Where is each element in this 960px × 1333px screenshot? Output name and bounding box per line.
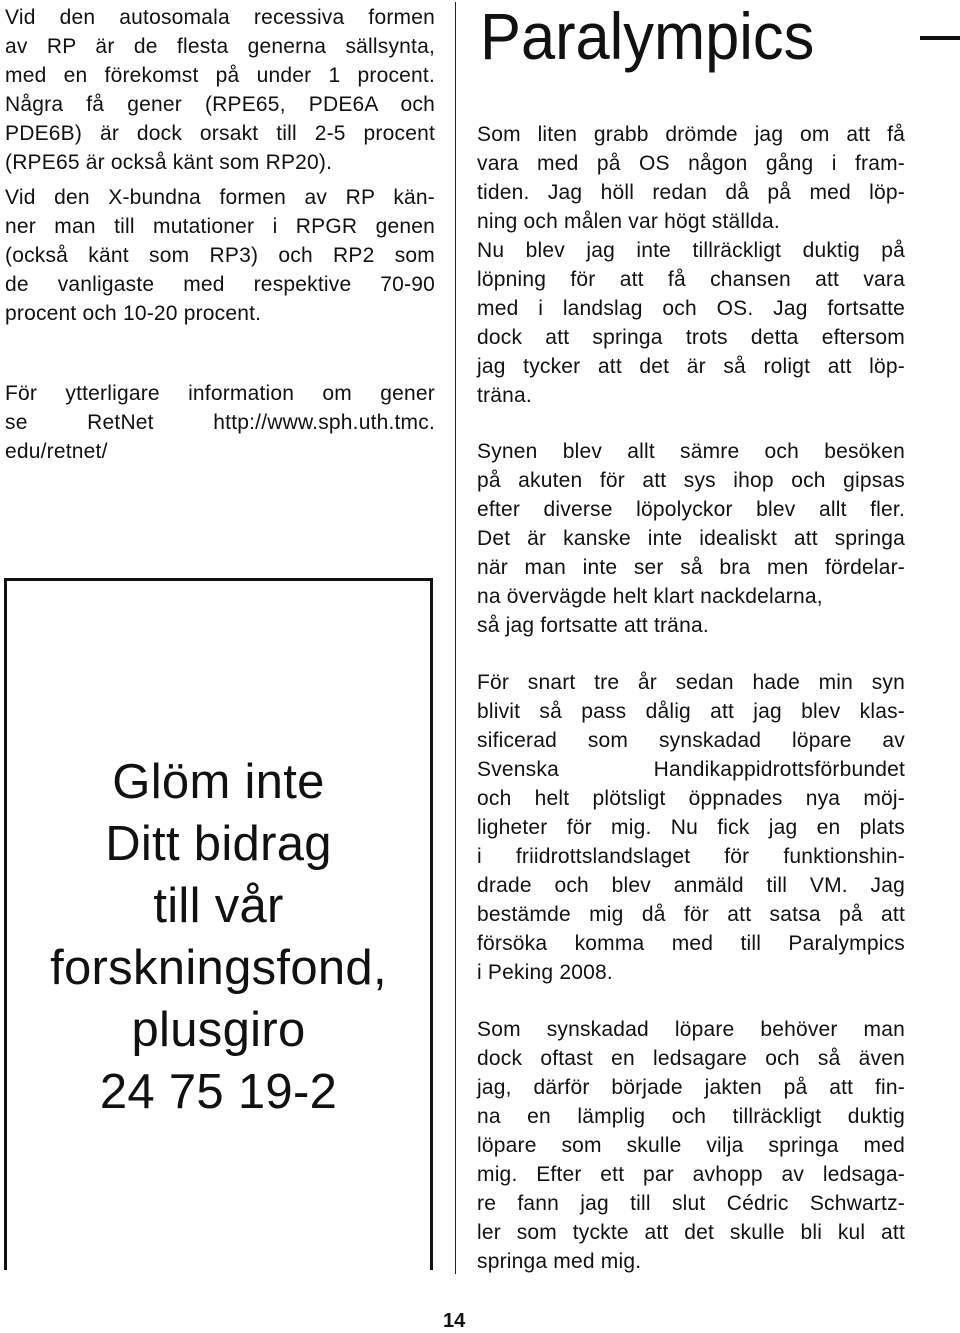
text-line: bestämde mig då för att satsa på att xyxy=(477,903,905,926)
text-line: Som liten grabb drömde jag om att få xyxy=(477,123,905,146)
donation-notice-text xyxy=(7,751,430,1123)
text-line: jag, därför började jakten på att fin- xyxy=(477,1076,905,1099)
page-number: 14 xyxy=(443,1310,466,1332)
text-line: Det är kanske inte idealiskt att springa xyxy=(477,527,905,550)
text-line: dock att springa trots detta eftersom xyxy=(477,326,905,349)
text-line: Vid den autosomala recessiva formen xyxy=(5,6,435,29)
article-paragraph xyxy=(477,120,905,410)
article-paragraph xyxy=(477,1015,905,1276)
text-line: löpning för att få chansen att vara xyxy=(477,268,905,291)
text-line: procent och 10-20 procent. xyxy=(5,302,262,325)
rp-x-linked-paragraph xyxy=(5,183,435,328)
retnet-info-paragraph xyxy=(5,379,435,466)
text-line: För ytterligare information om gener xyxy=(5,382,435,405)
rp-autosomal-paragraph xyxy=(5,3,435,177)
text-line: med i landslag och OS. Jag fortsatte xyxy=(477,297,905,320)
text-line: blivit så pass dålig att jag blev klas- xyxy=(477,700,905,723)
article-paragraph xyxy=(477,668,905,987)
text-line: Vid den X-bundna formen av RP kän- xyxy=(5,186,435,209)
text-line: och helt plötsligt öppnades nya möj- xyxy=(477,787,905,810)
text-line: (också känt som RP3) och RP2 som xyxy=(5,244,435,267)
text-line: Som synskadad löpare behöver man xyxy=(477,1018,905,1041)
text-line: så jag fortsatte att träna. xyxy=(477,614,709,637)
text-line: tiden. Jag höll redan då på med löp- xyxy=(477,181,905,204)
text-line: i friidrottslandslaget för funktionshin- xyxy=(477,845,905,868)
notice-line: till vår xyxy=(153,879,284,933)
column-divider xyxy=(455,2,456,1274)
donation-notice-box xyxy=(4,578,433,1270)
text-line: försöka komma med till Paralympics xyxy=(477,932,905,955)
notice-line: Glöm inte xyxy=(112,755,325,809)
text-line: när man inte ser så bra men fördelar- xyxy=(477,556,905,579)
text-line: dock oftast en ledsagare och så även xyxy=(477,1047,905,1070)
text-line: springa med mig. xyxy=(477,1250,642,1273)
text-line: drade och blev anmäld till VM. Jag xyxy=(477,874,905,897)
notice-line: Ditt bidrag xyxy=(105,817,332,871)
text-line: PDE6B) är dock orsakt till 2-5 procent xyxy=(5,122,435,145)
text-line: på akuten för att sys ihop och gipsas xyxy=(477,469,905,492)
text-line: För snart tre år sedan hade min syn xyxy=(477,671,905,694)
text-line: na en lämplig och tillräckligt duktig xyxy=(477,1105,905,1128)
text-line: jag tycker att det är så roligt att löp- xyxy=(477,355,905,378)
text-line: ler som tyckte att det skulle bli kul att xyxy=(477,1221,905,1244)
text-line: ligheter för mig. Nu fick jag en plats xyxy=(477,816,905,839)
article-paragraph xyxy=(477,437,905,640)
text-line: re fann jag till slut Cédric Schwartz- xyxy=(477,1192,905,1215)
plusgiro-number: 24 75 19-2 xyxy=(99,1065,338,1119)
text-line: Några få gener (RPE65, PDE6A och xyxy=(5,93,435,116)
retnet-link-line: edu/retnet/ xyxy=(5,440,108,463)
text-line: träna. xyxy=(477,384,532,407)
notice-line: plusgiro xyxy=(131,1003,306,1057)
text-line: löpare som skulle vilja springa med xyxy=(477,1134,905,1157)
text-line: na övervägde helt klart nackdelarna, xyxy=(477,585,823,608)
notice-line: forskningsfond, xyxy=(50,941,387,995)
text-line: mig. Efter ett par avhopp av ledsaga- xyxy=(477,1163,905,1186)
heading-dash xyxy=(920,36,960,40)
text-line: efter diverse löpolyckor blev allt fler. xyxy=(477,498,905,521)
text-line: Nu blev jag inte tillräckligt duktig på xyxy=(477,239,905,262)
text-line: sificerad som synskadad löpare av xyxy=(477,729,905,752)
article-heading: Paralympics xyxy=(480,0,815,73)
retnet-link-line: se RetNet http://www.sph.uth.tmc. xyxy=(5,411,435,434)
text-line: med en förekomst på under 1 procent. xyxy=(5,64,435,87)
text-line: ning och målen var högt ställda. xyxy=(477,210,780,233)
text-line: vara med på OS någon gång i fram- xyxy=(477,152,905,175)
text-line: de vanligaste med respektive 70-90 xyxy=(5,273,435,296)
text-line: i Peking 2008. xyxy=(477,961,613,984)
text-line: (RPE65 är också känt som RP20). xyxy=(5,151,333,174)
text-line: Svenska Handikappidrottsförbundet xyxy=(477,758,905,781)
text-line: ner man till mutationer i RPGR genen xyxy=(5,215,435,238)
text-line: Synen blev allt sämre och besöken xyxy=(477,440,905,463)
text-line: av RP är de flesta generna sällsynta, xyxy=(5,35,435,58)
